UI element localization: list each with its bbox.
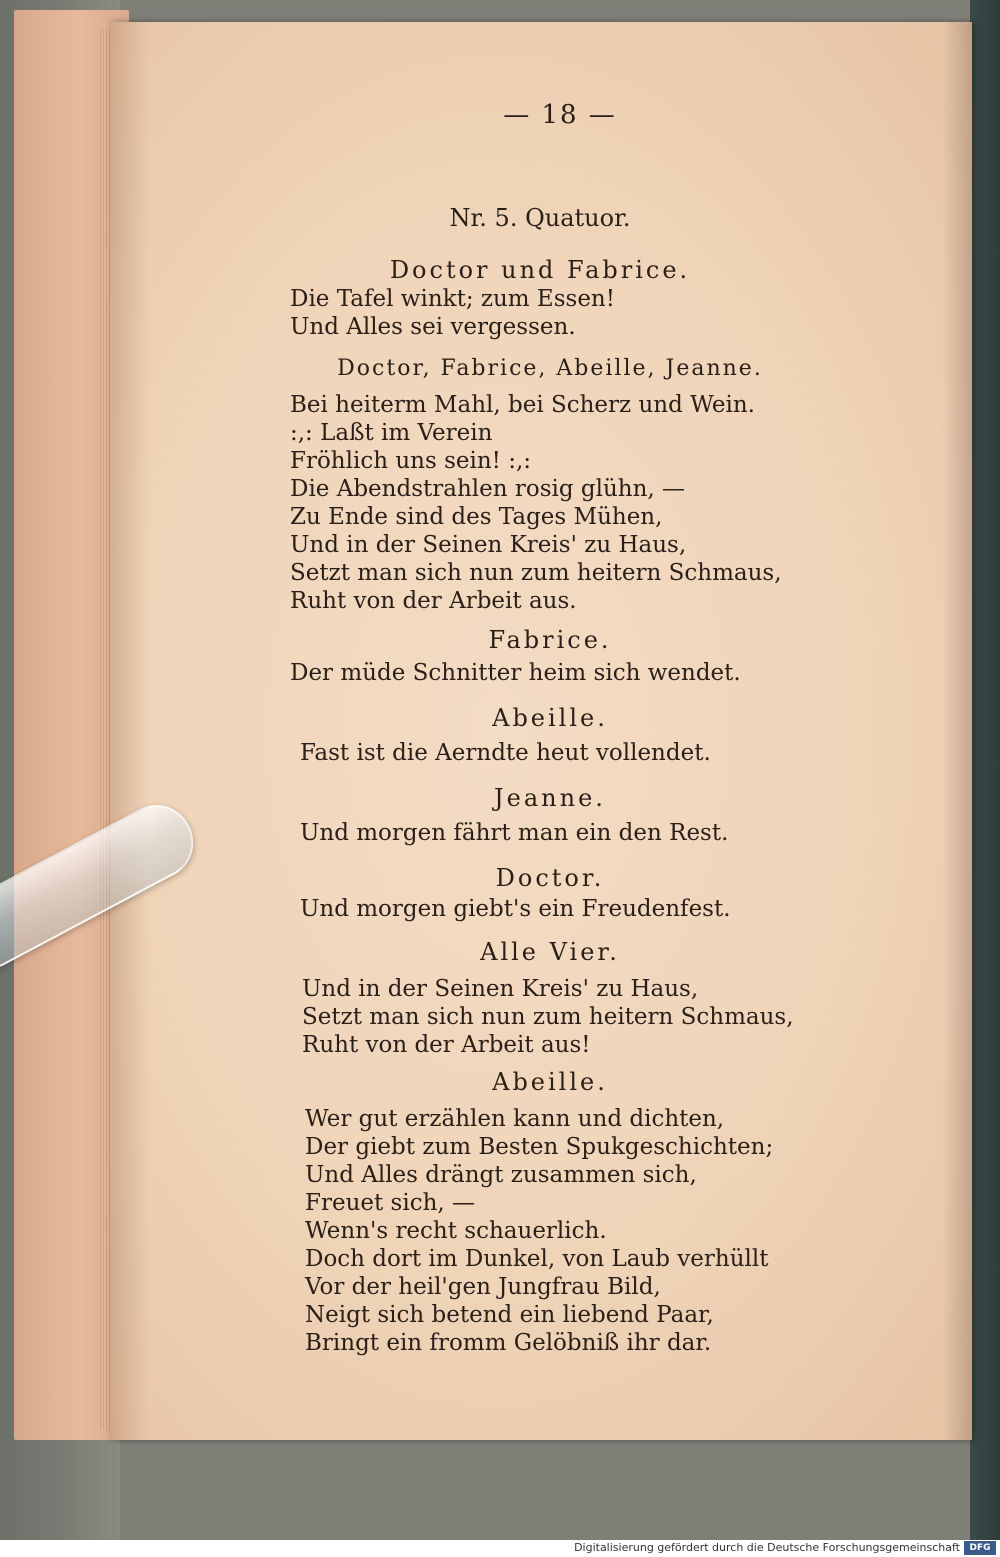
verse-line: Setzt man sich nun zum heitern Schmaus, xyxy=(302,1004,794,1030)
verse-line: Bringt ein fromm Gelöbniß ihr dar. xyxy=(305,1330,712,1356)
footer-credit: Digitalisierung gefördert durch die Deutsche Forschungsgemeinschaft xyxy=(574,1541,960,1554)
speaker-heading: Doctor. xyxy=(495,864,605,892)
page-text xyxy=(110,22,972,1440)
verse-line: Der müde Schnitter heim sich wendet. xyxy=(290,660,741,686)
verse-line: Neigt sich betend ein liebend Paar, xyxy=(305,1302,714,1328)
verse-line: Wer gut erzählen kann und dichten, xyxy=(305,1106,725,1132)
verse-line: Bei heiterm Mahl, bei Scherz und Wein. xyxy=(290,392,755,418)
verse-line: Vor der heil'gen Jungfrau Bild, xyxy=(305,1274,661,1300)
footer-bar xyxy=(0,1540,1000,1557)
verse-line: Freuet sich, — xyxy=(305,1190,476,1216)
verse-line: Und morgen giebt's ein Freudenfest. xyxy=(300,896,731,922)
verse-line: Doch dort im Dunkel, von Laub verhüllt xyxy=(305,1246,769,1272)
piece-title: Nr. 5. Quatuor. xyxy=(449,204,631,232)
speaker-heading: Doctor, Fabrice, Abeille, Jeanne. xyxy=(337,356,763,381)
verse-line: Zu Ende sind des Tages Mühen, xyxy=(290,504,663,530)
verse-line: Wenn's recht schauerlich. xyxy=(305,1218,607,1244)
speaker-heading: Fabrice. xyxy=(488,626,612,654)
page-number: — 18 — xyxy=(503,100,617,130)
verse-line: Der giebt zum Besten Spukgeschichten; xyxy=(305,1134,774,1160)
verse-line: Ruht von der Arbeit aus. xyxy=(290,588,577,614)
speaker-heading: Doctor und Fabrice. xyxy=(389,256,691,284)
verse-line: Fast ist die Aerndte heut vollendet. xyxy=(300,740,711,766)
verse-line: :,: Laßt im Verein xyxy=(290,420,493,446)
speaker-heading: Abeille. xyxy=(492,1068,608,1096)
scanner-background-right xyxy=(970,0,1000,1540)
dfg-logo-icon: DFG xyxy=(964,1541,996,1555)
verse-line: Und Alles sei vergessen. xyxy=(290,314,576,340)
verse-line: Die Abendstrahlen rosig glühn, — xyxy=(290,476,686,502)
verse-line: Setzt man sich nun zum heitern Schmaus, xyxy=(290,560,782,586)
verse-line: Und Alles drängt zusammen sich, xyxy=(305,1162,697,1188)
verse-line: Ruht von der Arbeit aus! xyxy=(302,1032,591,1058)
verse-line: Und in der Seinen Kreis' zu Haus, xyxy=(302,976,699,1002)
verse-line: Und morgen fährt man ein den Rest. xyxy=(300,820,729,846)
verse-line: Und in der Seinen Kreis' zu Haus, xyxy=(290,532,687,558)
verse-line: Fröhlich uns sein! :,: xyxy=(290,448,532,474)
book-page xyxy=(110,22,972,1440)
speaker-heading: Jeanne. xyxy=(494,784,606,812)
verse-line: Die Tafel winkt; zum Essen! xyxy=(290,286,615,312)
speaker-heading: Abeille. xyxy=(492,704,608,732)
speaker-heading: Alle Vier. xyxy=(480,938,620,966)
